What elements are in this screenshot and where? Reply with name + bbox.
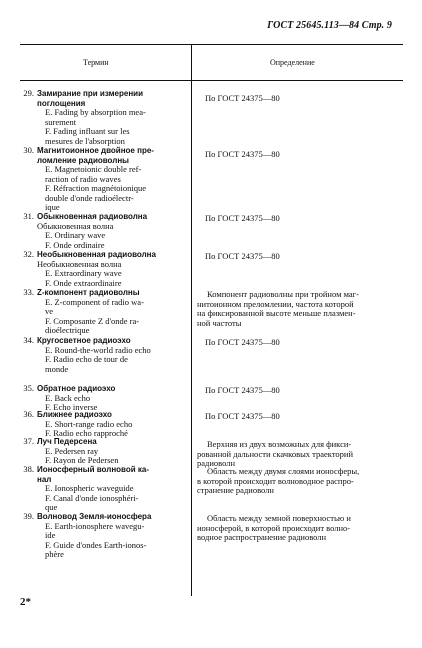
term-definition	[197, 412, 397, 422]
term-body	[37, 212, 185, 250]
term-translation: que	[45, 502, 58, 512]
term-translation: E. Earth-ionosphere wavegu-	[45, 520, 145, 531]
term-number: 35.	[23, 383, 34, 393]
term-translation: dioélectrique	[45, 325, 90, 335]
term-number: 29.	[23, 88, 34, 98]
term-number: 37.	[23, 436, 34, 446]
term-entry	[20, 410, 185, 439]
definition-line: странение радиоволн	[197, 485, 274, 495]
definition-line: По ГОСТ 24375—80	[205, 149, 280, 159]
term-definition	[197, 150, 397, 160]
term-title: Магнитоионное двойное пре-	[37, 146, 154, 155]
term-body	[37, 146, 185, 213]
definition-line: рованной дальности скачковых траекторий	[197, 448, 354, 459]
term-translation: E. Short-range radio echo	[45, 418, 133, 429]
definition-line: По ГОСТ 24375—80	[205, 213, 280, 223]
term-translation: E. Back echo	[45, 392, 91, 403]
definition-line: на фиксированной высоте меньше плазмен-	[197, 308, 356, 318]
term-translation: ique	[45, 202, 60, 212]
term-number: 32.	[23, 249, 34, 259]
definition-line: нитоионном преломлении, частота которой	[197, 298, 354, 309]
definition-line: в которой происходит волноводное распро-	[197, 475, 354, 486]
term-synonym: Обыкновенная волна	[37, 220, 114, 231]
term-definition	[197, 514, 397, 543]
term-body	[37, 465, 185, 513]
definition-line: Верхняя из двух возможных для фикси-	[207, 439, 352, 449]
term-translation: E. Z-component of radio wa-	[45, 296, 144, 307]
term-title: ломление радиоволны	[37, 155, 129, 165]
term-entry	[20, 146, 185, 213]
term-title: Ближнее радиоэхо	[37, 410, 112, 419]
definition-line: По ГОСТ 24375—80	[205, 337, 280, 347]
term-definition	[197, 94, 397, 104]
term-title: Кругосветное радиоэхо	[37, 336, 131, 345]
term-title: Обратное радиоэхо	[37, 384, 116, 393]
term-entry	[20, 250, 185, 288]
term-definition	[197, 440, 397, 469]
term-translation: surement	[45, 116, 77, 127]
term-definition	[197, 467, 397, 496]
term-body	[37, 512, 185, 560]
definition-line: ионосферой, в которой происходит волно-	[197, 522, 351, 533]
definition-line: По ГОСТ 24375—80	[205, 93, 280, 103]
term-entry	[20, 465, 185, 513]
term-translation: F. Radio echo rapproché	[45, 428, 128, 438]
term-translation: F. Echo inverse	[45, 402, 98, 412]
definition-line: По ГОСТ 24375—80	[205, 411, 280, 421]
term-translation: ide	[45, 530, 56, 540]
term-translation: E. Round-the-world radio echo	[45, 344, 151, 355]
term-number: 31.	[23, 211, 34, 221]
term-entry	[20, 384, 185, 413]
definition-line: ной частоты	[197, 317, 242, 328]
term-translation: phère	[45, 549, 64, 559]
column-header-terms: Термин	[83, 58, 109, 67]
term-title: поглощения	[37, 98, 86, 108]
term-translation: E. Extraordinary wave	[45, 268, 122, 278]
definition-line: водное распространение радиоволн	[197, 532, 327, 542]
term-title: Волновод Земля-ионосфера	[37, 512, 152, 521]
term-number: 30.	[23, 145, 34, 155]
term-entry	[20, 89, 185, 146]
term-translation: F. Composante Z d'onde ra-	[45, 315, 140, 326]
term-translation: F. Rayon de Pedersen	[45, 455, 119, 465]
term-translation: mesures de l'absorption	[45, 135, 125, 146]
term-title: Необыкновенная радиоволна	[37, 250, 156, 259]
column-header-definitions: Определение	[270, 58, 315, 67]
definition-line: По ГОСТ 24375—80	[205, 251, 280, 261]
term-translation: E. Magnetoionic double ref-	[45, 164, 142, 174]
term-body	[37, 250, 185, 288]
term-number: 33.	[23, 287, 34, 297]
term-title: Луч Педерсена	[37, 437, 97, 446]
definition-line: радиоволн	[197, 458, 236, 468]
table-top-rule	[20, 44, 403, 45]
term-number: 39.	[23, 511, 34, 521]
term-body	[37, 437, 185, 466]
term-title: Обыкновенная радиоволна	[37, 212, 148, 221]
term-translation: E. Pedersen ray	[45, 445, 99, 456]
term-body	[37, 288, 185, 336]
term-translation: F. Canal d'onde ionosphéri-	[45, 492, 139, 503]
term-entry	[20, 288, 185, 336]
definition-line: Область между земной поверхностью и	[207, 513, 351, 523]
column-divider	[191, 44, 192, 596]
term-translation: E. Ordinary wave	[45, 230, 106, 240]
term-title: Z-компонент радиоволны	[37, 288, 140, 297]
term-definition	[197, 252, 397, 262]
page-header: ГОСТ 25645.113—84 Стр. 9	[267, 20, 392, 31]
term-translation: F. Réfraction magnétoionique	[45, 183, 147, 193]
term-body	[37, 336, 185, 374]
definition-line: Область между двумя слоями ионосферы,	[207, 466, 360, 476]
page-footer-mark: 2*	[20, 596, 31, 608]
term-entry	[20, 212, 185, 250]
term-title: Замирание при измерении	[37, 89, 143, 98]
term-body	[37, 89, 185, 146]
term-title: нал	[37, 474, 52, 484]
term-definition	[197, 338, 397, 348]
term-translation: E. Ionospheric waveguide	[45, 483, 134, 493]
definition-line: По ГОСТ 24375—80	[205, 385, 280, 395]
term-title: Ионосферный волновой ка-	[37, 465, 149, 474]
term-translation: double d'onde radioélectr-	[45, 192, 134, 203]
definition-line: Компонент радиоволны при тройном маг-	[207, 289, 359, 299]
term-entry	[20, 437, 185, 466]
term-translation: F. Radio echo de tour de	[45, 354, 128, 364]
term-synonym: Необыкновенная волна	[37, 258, 122, 269]
term-number: 38.	[23, 464, 34, 474]
term-translation: raction of radio waves	[45, 173, 121, 184]
term-body	[37, 410, 185, 439]
term-body	[37, 384, 185, 413]
term-translation: F. Onde extraordinaire	[45, 277, 122, 288]
term-definition	[197, 386, 397, 396]
table-header-rule	[20, 80, 403, 81]
term-definition	[197, 290, 397, 328]
term-translation: ve	[45, 306, 54, 316]
term-translation: E. Fading by absorption mea-	[45, 107, 146, 117]
term-translation: F. Onde ordinaire	[45, 239, 105, 250]
term-translation: monde	[45, 363, 69, 374]
term-translation: F. Guide d'ondes Earth-ionos-	[45, 539, 147, 550]
term-entry	[20, 336, 185, 374]
term-entry	[20, 512, 185, 560]
term-number: 36.	[23, 409, 34, 419]
term-translation: F. Fading influant sur les	[45, 126, 130, 136]
term-definition	[197, 214, 397, 224]
term-number: 34.	[23, 335, 34, 345]
